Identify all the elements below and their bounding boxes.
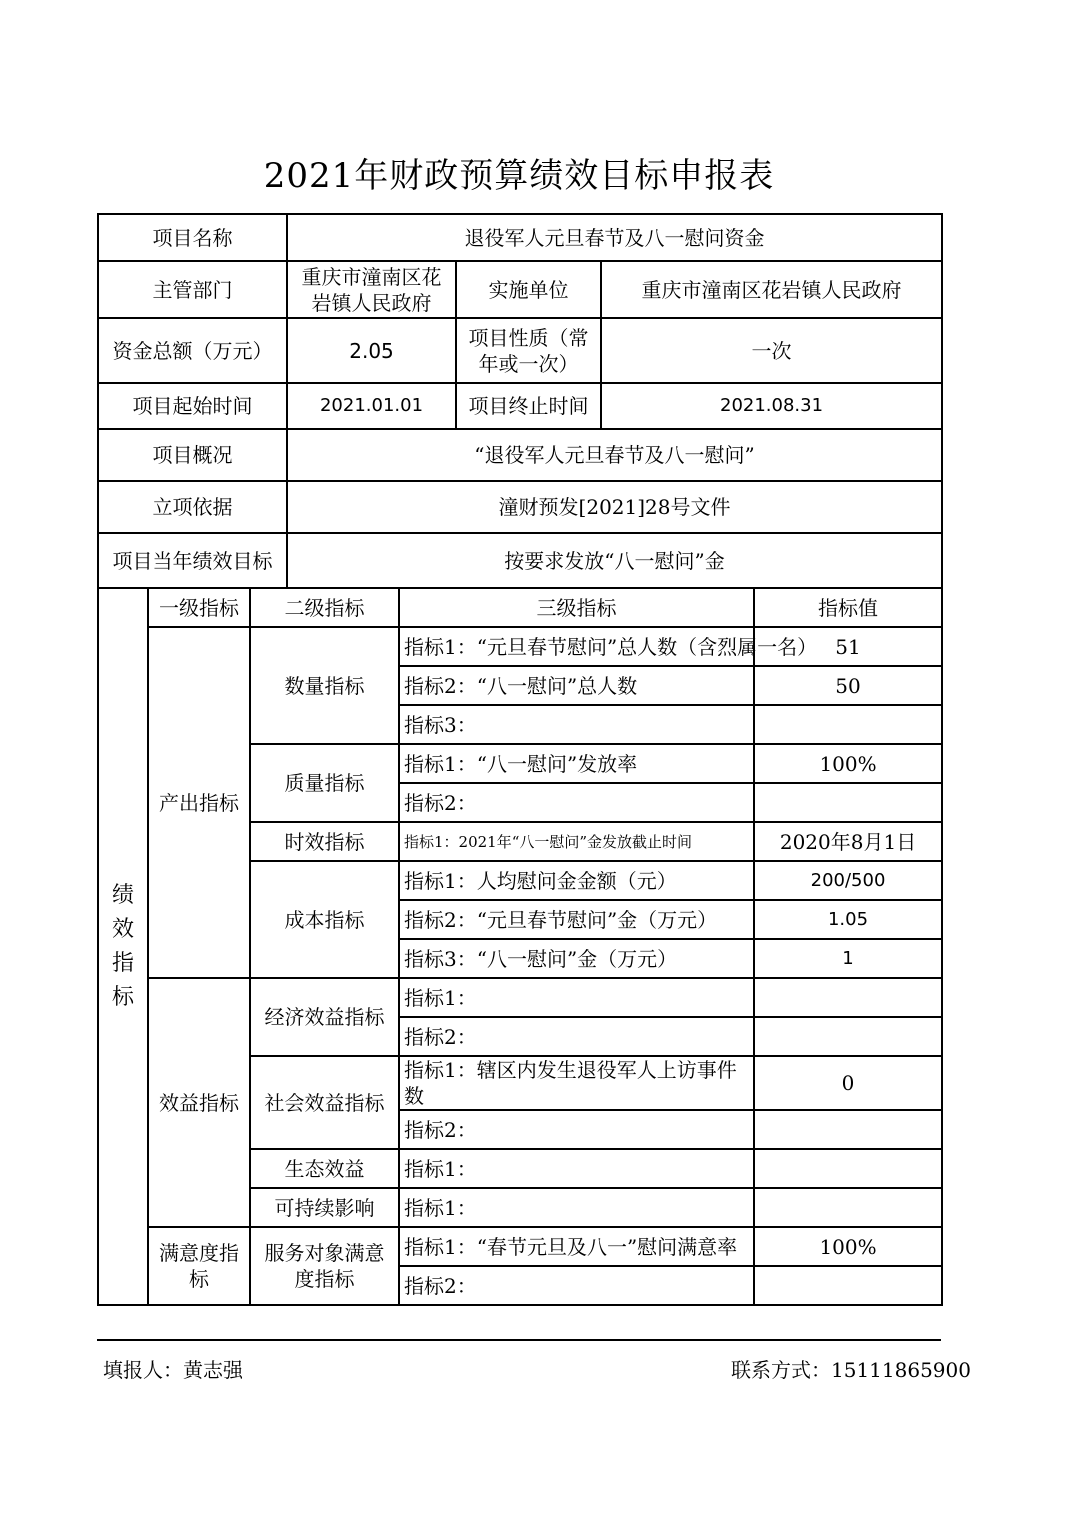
indicators-section-text: 绩效指标	[111, 882, 134, 1010]
indicator-row-15: 指标1：	[399, 1188, 754, 1227]
funds-label: 资金总额（万元）	[98, 318, 287, 383]
indicator-row-4: 指标1：“八一慰问”发放率	[399, 744, 754, 783]
header-level3: 三级指标	[399, 588, 754, 627]
indicator-row-12: 指标1：辖区内发生退役军人上访事件数	[399, 1056, 754, 1110]
indicator-row-6: 指标1：2021年“八一慰问”金发放截止时间	[399, 822, 754, 861]
indicator-row-9: 指标3：“八一慰问”金（万元）	[399, 939, 754, 978]
project-name-label: 项目名称	[98, 214, 287, 261]
indicator-value-12: 0	[754, 1056, 942, 1110]
indicator-value-3	[754, 705, 942, 744]
indicator-row-5: 指标2：	[399, 783, 754, 822]
indicator-value-17	[754, 1266, 942, 1305]
nature-label: 项目性质（常年或一次）	[456, 318, 601, 383]
level2-timeliness: 时效指标	[250, 822, 399, 861]
level2-ecological: 生态效益	[250, 1149, 399, 1188]
level1-benefit: 效益指标	[148, 978, 250, 1227]
level2-cost: 成本指标	[250, 861, 399, 978]
level2-quality: 质量指标	[250, 744, 399, 822]
goal-value: 按要求发放“八一慰问”金	[287, 533, 942, 588]
indicator-row-11: 指标2：	[399, 1017, 754, 1056]
indicator-value-9: 1	[754, 939, 942, 978]
impl-label: 实施单位	[456, 261, 601, 318]
indicator-value-4: 100%	[754, 744, 942, 783]
level2-economic: 经济效益指标	[250, 978, 399, 1056]
indicator-row-8: 指标2：“元旦春节慰问”金（万元）	[399, 900, 754, 939]
indicator-value-8: 1.05	[754, 900, 942, 939]
start-value: 2021.01.01	[287, 383, 456, 429]
header-level2: 二级指标	[250, 588, 399, 627]
indicator-value-1: 51	[754, 627, 942, 666]
indicator-value-10	[754, 978, 942, 1017]
indicators-section-label	[98, 588, 148, 1305]
indicator-row-13: 指标2：	[399, 1110, 754, 1149]
contact-info: 联系方式：15111865900	[731, 1358, 971, 1382]
indicator-value-13	[754, 1110, 942, 1149]
indicator-row-14: 指标1：	[399, 1149, 754, 1188]
indicator-row-17: 指标2：	[399, 1266, 754, 1305]
level1-output: 产出指标	[148, 627, 250, 978]
indicator-value-16: 100%	[754, 1227, 942, 1266]
indicator-row-10: 指标1：	[399, 978, 754, 1017]
indicator-value-6: 2020年8月1日	[754, 822, 942, 861]
funds-value: 2.05	[287, 318, 456, 383]
header-level1: 一级指标	[148, 588, 250, 627]
indicator-value-14	[754, 1149, 942, 1188]
indicator-value-7: 200/500	[754, 861, 942, 900]
indicator-value-15	[754, 1188, 942, 1227]
overview-label: 项目概况	[98, 429, 287, 481]
level2-social: 社会效益指标	[250, 1056, 399, 1149]
header-value: 指标值	[754, 588, 942, 627]
indicator-value-5	[754, 783, 942, 822]
indicator-value-2: 50	[754, 666, 942, 705]
level2-service: 服务对象满意度指标	[250, 1227, 399, 1305]
basis-label: 立项依据	[98, 481, 287, 533]
level1-satisfaction: 满意度指标	[148, 1227, 250, 1305]
goal-label: 项目当年绩效目标	[98, 533, 287, 588]
basis-value: 潼财预发[2021]28号文件	[287, 481, 942, 533]
nature-value: 一次	[601, 318, 942, 383]
start-label: 项目起始时间	[98, 383, 287, 429]
level2-quantity: 数量指标	[250, 627, 399, 744]
overview-value: “退役军人元旦春节及八一慰问”	[287, 429, 942, 481]
indicator-row-7: 指标1：人均慰问金金额（元）	[399, 861, 754, 900]
indicator-row-1: 指标1：“元旦春节慰问”总人数（含烈属一名）	[399, 627, 754, 666]
indicator-row-16: 指标1：“春节元旦及八一”慰问满意率	[399, 1227, 754, 1266]
dept-value: 重庆市潼南区花岩镇人民政府	[287, 261, 456, 318]
impl-value: 重庆市潼南区花岩镇人民政府	[601, 261, 942, 318]
indicator-value-11	[754, 1017, 942, 1056]
indicator-row-2: 指标2：“八一慰问”总人数	[399, 666, 754, 705]
page-title: 2021年财政预算绩效目标申报表	[263, 156, 775, 196]
indicator-row-3: 指标3：	[399, 705, 754, 744]
end-value: 2021.08.31	[601, 383, 942, 429]
end-label: 项目终止时间	[456, 383, 601, 429]
project-name-value: 退役军人元旦春节及八一慰问资金	[287, 214, 942, 261]
footer-divider	[97, 1339, 941, 1341]
dept-label: 主管部门	[98, 261, 287, 318]
filler-name: 填报人：黄志强	[103, 1358, 243, 1382]
budget-form-table	[97, 213, 943, 1306]
level2-sustainable: 可持续影响	[250, 1188, 399, 1227]
